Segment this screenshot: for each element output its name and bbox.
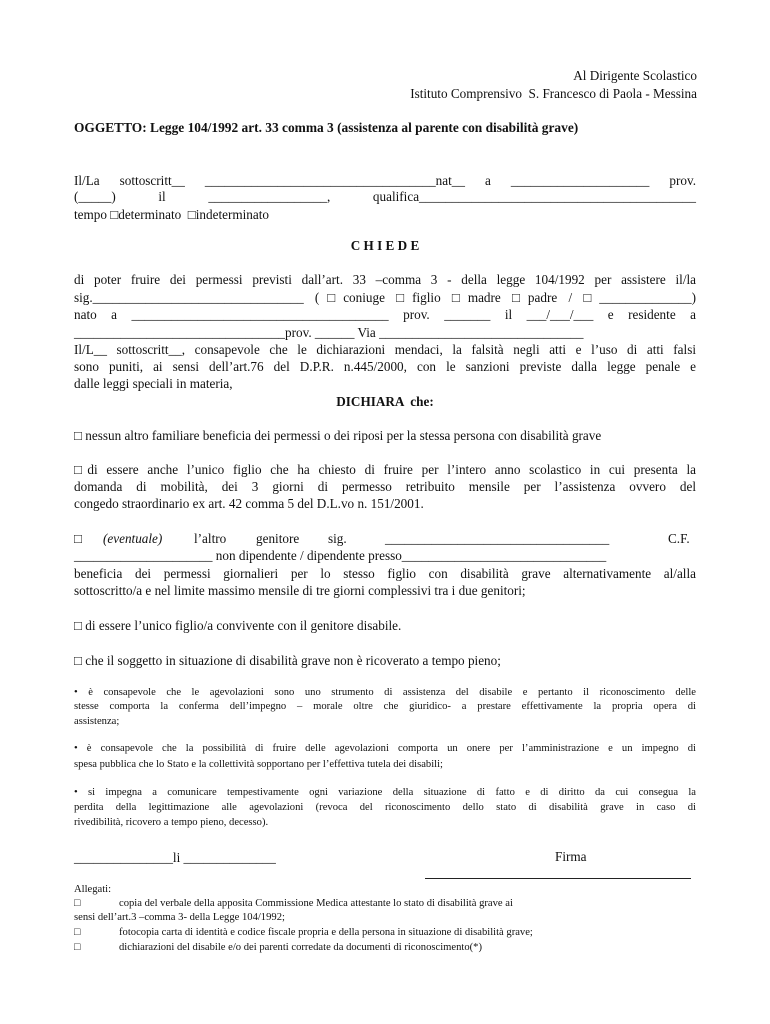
recipient: Al Dirigente Scolastico [573,68,697,83]
subject: OGGETTO: Legge 104/1992 art. 33 comma 3 (assistenza al parente con disabilità grave) [74,120,579,135]
signature-line[interactable] [425,878,691,879]
attachment-2: fotocopia carta di identità e codice fiscale propria e della persona in situazione di disabilità grave; [119,927,533,938]
note-1-line-1: • è consapevole che le agevolazioni sono uno strumento di assistenza del disabile e pertanto il riconoscimento delle [74,687,696,698]
request-line-2: sig.________________________________ (□coniuge □figlio □madre □padre / □______________) [74,290,696,305]
declaration-3-sig: sig. [328,531,347,546]
request-line-7: dalle leggi speciali in materia, [74,376,233,391]
request-line-6: sono puniti, ai sensi dell’art.76 del D.P.R. n.445/2000, con le sanzioni previste dalla legge penale e [74,359,696,374]
applicant-line-1: Il/La sottoscritt__ ___________________________________nat__ a _____________________ prov. [74,173,696,188]
note-1-line-2: stesse comporta la conferma dell’impegno – morale oltre che giuridico- a prestare effettivamente la propria opera di [74,701,696,712]
note-2-line-1: • è consapevole che la possibilità di fruire delle agevolazioni comporta un onere per l’amministrazione e un impegno di [74,743,696,754]
request-line-5: Il/L__ sottoscritt__, consapevole che le dichiarazioni mendaci, la falsità negli atti e l’uso di atti falsi [74,342,696,357]
note-3-line-1: • si impegna a comunicare tempestivamente ogni variazione della situazione di fatto e di diritto da cui consegua la [74,787,696,798]
attachment-1-line-2: sensi dell’art.3 –comma 3- della Legge 104/1992; [74,912,285,923]
declaration-3-altro: l’altro [194,531,227,546]
request-line-3: nato a _______________________________________ prov. _______ il ___/___/___ e residente a [74,307,696,322]
declaration-3-eventuale: (eventuale) [103,531,163,546]
note-1-line-3: assistenza; [74,716,120,727]
attachment-1-box: □ [74,898,81,909]
request-line-1: di poter fruire dei permessi previsti dall’art. 33 –comma 3 - della legge 104/1992 per assistere il/la [74,272,696,287]
note-3-line-2: perdita della legittimazione alle agevolazioni (revoca del riconoscimento dello stato di disabilità grave in caso di [74,802,696,813]
attachments-title: Allegati: [74,884,112,895]
institute: Istituto Comprensivo S. Francesco di Paola - Messina [410,86,697,101]
declaration-2-line-1: □di essere anche l’unico figlio che ha chiesto di fruire per l’intero anno scolastico in cui presenta la [74,462,696,477]
declaration-3-cf: C.F. [668,531,690,546]
declaration-3-line-4: sottoscritto/a e nel limite massimo mensile di tre giorni complessivi tra i due genitori; [74,583,526,598]
declaration-3-name-blank: __________________________________ [385,531,610,546]
declaration-3-genitore: genitore [256,531,300,546]
firma-label: Firma [555,849,587,864]
note-2-line-2: spesa pubblica che lo Stato e la collettività sopportano per l’effettiva tutela dei disabili; [74,759,444,770]
note-3-line-3: rivedibilità, ricovero a tempo pieno, decesso). [74,817,269,828]
applicant-line-3: tempo □determinato □indeterminato [74,207,270,222]
place-date-field[interactable]: _______________li ______________ [74,850,276,865]
declaration-3-line-3: beneficia dei permessi giornalieri per lo stesso figlio con disabilità grave alternativamente al/alla [74,566,696,581]
attachment-3-box: □ [74,942,81,953]
declaration-3-box: □ [74,531,82,546]
dichiara-title: DICHIARA che: [336,394,434,409]
declaration-2-line-2: domanda di mobilità, dei 3 giorni di permesso retribuito mensile per l’assistenza ovvero del [74,479,696,494]
attachment-1-line-1: copia del verbale della apposita Commissione Medica attestante lo stato di disabilità grave ai [119,898,513,909]
chiede-title: C H I E D E [350,238,420,253]
attachment-3: dichiarazioni del disabile e/o dei parenti corredate da documenti di riconoscimento(*) [119,942,482,953]
declaration-4: □ di essere l’unico figlio/a convivente con il genitore disabile. [74,618,402,633]
declaration-2-line-3: congedo straordinario ex art. 42 comma 5 del D.L.vo n. 151/2001. [74,496,424,511]
request-line-4: ________________________________prov. ______ Via _______________________________ [74,325,584,340]
declaration-3-line-2: _____________________ non dipendente / dipendente presso_______________________________ [74,548,607,563]
declaration-5: □ che il soggetto in situazione di disabilità grave non è ricoverato a tempo pieno; [74,653,501,668]
declaration-1: □ nessun altro familiare beneficia dei permessi o dei riposi per la stessa persona con disabilità grave [74,428,602,443]
attachment-2-box: □ [74,927,81,938]
applicant-line-2: (_____) il __________________, qualifica__________________________________________ [74,189,696,204]
